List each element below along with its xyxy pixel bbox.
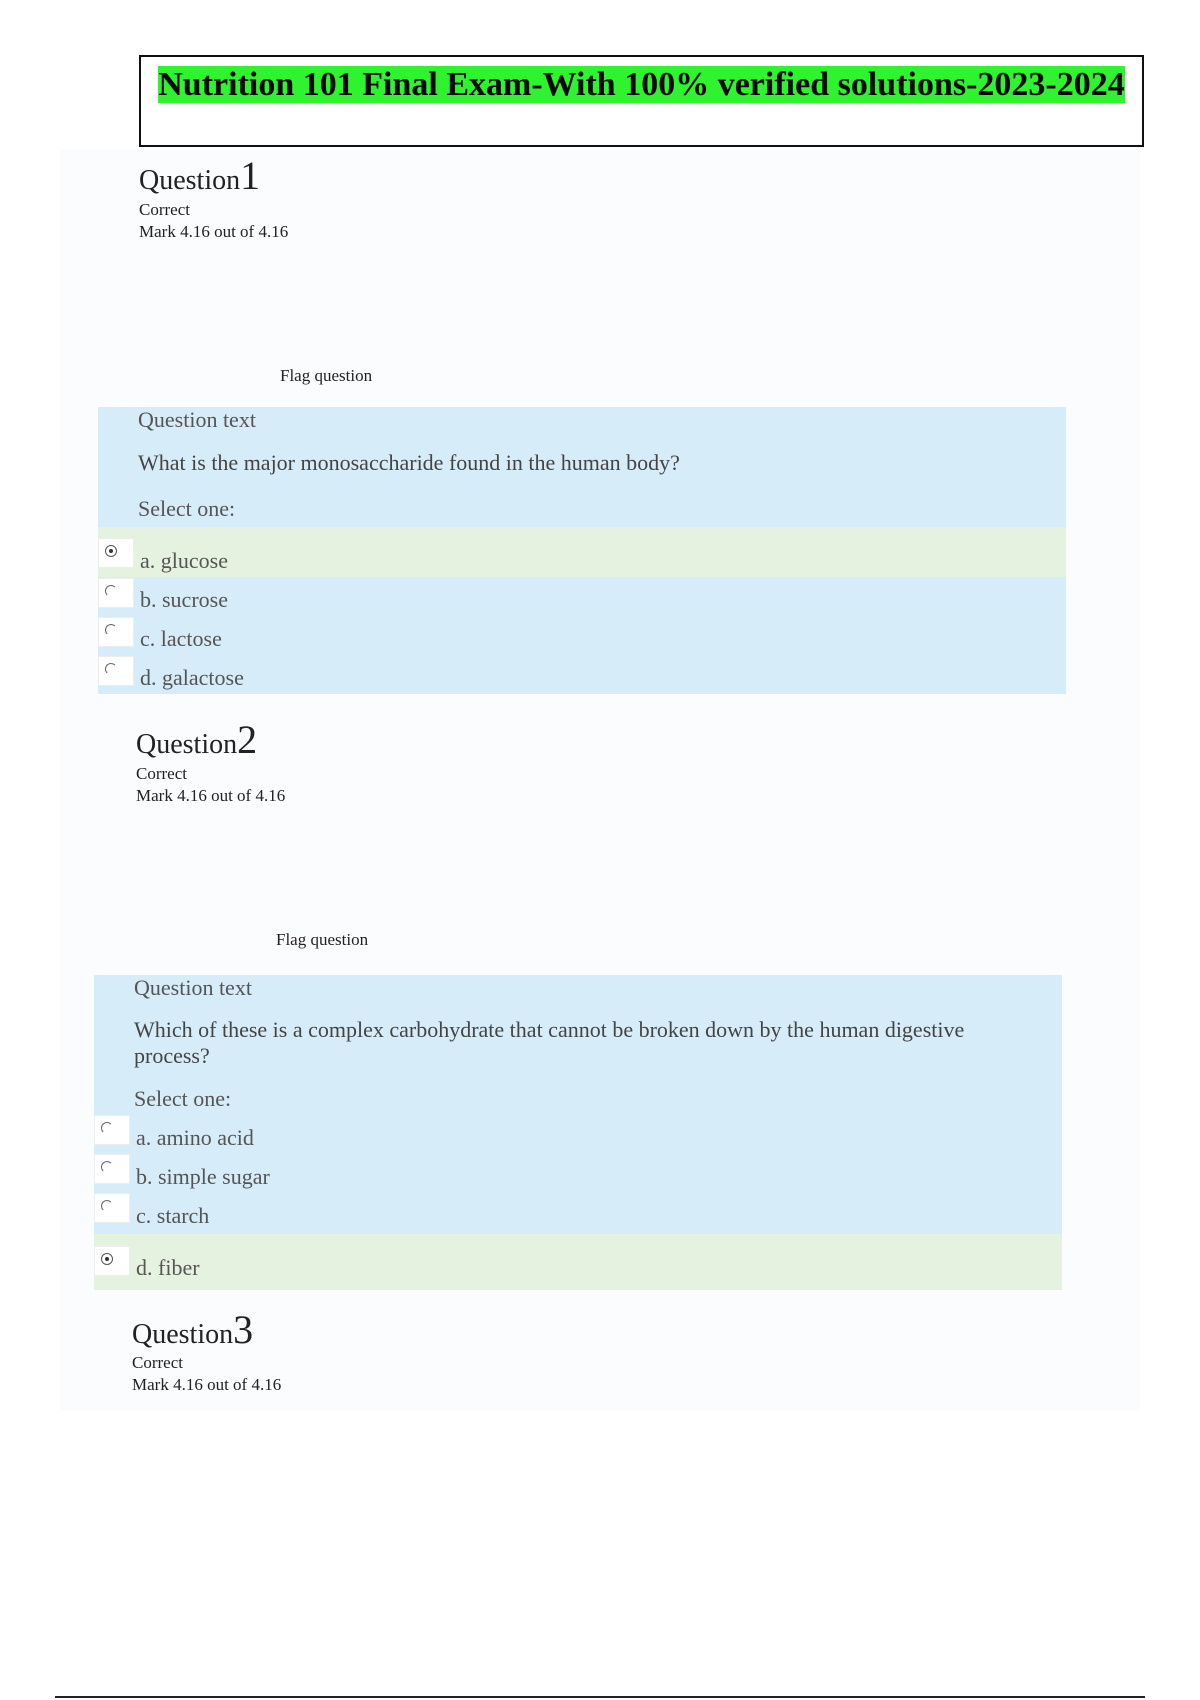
question-2-select-label: Select one:: [134, 1086, 232, 1111]
question-3-heading: [132, 1306, 253, 1353]
question-2-option-c[interactable]: c. starch: [136, 1203, 210, 1228]
question-1-option-d[interactable]: d. galactose: [140, 665, 244, 690]
question-word: Question: [139, 165, 241, 196]
question-1-option-c-radio[interactable]: [98, 617, 134, 647]
question-3-status: Correct: [132, 1353, 183, 1372]
question-2-meta: [136, 763, 285, 807]
question-1-section-label: Question text: [138, 407, 256, 432]
question-2-selected-highlight: [94, 1234, 1062, 1290]
question-number: 3: [233, 1307, 254, 1352]
page-bottom-rule: [55, 1696, 1145, 1698]
question-2-section-label: Question text: [134, 975, 252, 1000]
question-1-mark: Mark 4.16 out of 4.16: [139, 222, 289, 241]
question-word: Question: [136, 729, 238, 760]
question-2-heading: [136, 716, 257, 763]
question-1-panel: [98, 407, 1066, 694]
question-1-option-a-radio[interactable]: [98, 538, 134, 568]
question-2-flag-link[interactable]: Flag question: [276, 930, 369, 949]
question-1-status: Correct: [139, 200, 190, 219]
question-1-select-label: Select one:: [138, 496, 236, 521]
question-3-mark: Mark 4.16 out of 4.16: [132, 1375, 282, 1394]
question-2-status: Correct: [136, 764, 187, 783]
question-1-option-c[interactable]: c. lactose: [140, 626, 222, 651]
question-2-option-d-radio[interactable]: [94, 1246, 130, 1276]
question-1-option-b-radio[interactable]: [98, 578, 134, 608]
question-2-option-d[interactable]: d. fiber: [136, 1255, 200, 1280]
question-word: Question: [132, 1319, 234, 1350]
question-3-meta: [132, 1352, 281, 1396]
document-title: Nutrition 101 Final Exam-With 100% verified solutions-2023-2024: [158, 66, 1125, 103]
question-2-option-a[interactable]: a. amino acid: [136, 1125, 254, 1150]
question-1-heading: [139, 152, 260, 199]
document-title-box: [139, 55, 1144, 147]
question-1-option-d-radio[interactable]: [98, 656, 134, 686]
question-2-text: Which of these is a complex carbohydrate that cannot be broken down by the human digestive process?: [134, 1017, 965, 1068]
question-2-mark: Mark 4.16 out of 4.16: [136, 786, 286, 805]
question-2-option-c-radio[interactable]: [94, 1193, 130, 1223]
question-number: 1: [240, 153, 261, 198]
question-1-selected-highlight: [98, 527, 1066, 577]
question-number: 2: [237, 717, 258, 762]
question-1-text: What is the major monosaccharide found in the human body?: [138, 450, 680, 475]
question-2-option-b-radio[interactable]: [94, 1154, 130, 1184]
question-2-option-b[interactable]: b. simple sugar: [136, 1164, 270, 1189]
question-1-meta: [139, 199, 288, 243]
question-1-option-b[interactable]: b. sucrose: [140, 587, 228, 612]
question-1-option-a[interactable]: a. glucose: [140, 548, 228, 573]
question-1-flag-link[interactable]: Flag question: [280, 366, 373, 385]
question-2-option-a-radio[interactable]: [94, 1115, 130, 1145]
